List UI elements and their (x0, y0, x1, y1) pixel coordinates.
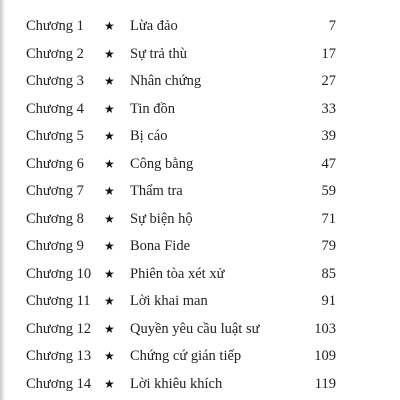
page-number: 33 (321, 100, 336, 117)
chapter-title: Sự biện hộ (130, 210, 193, 227)
chapter-title: Nhân chứng (130, 73, 202, 89)
star-icon: ★ (104, 74, 115, 88)
chapter-title: Lời khiêu khích (130, 375, 223, 392)
chapter-title: Lời khai man (130, 293, 208, 309)
chapter-label: Chương 13 (26, 348, 92, 364)
chapter-title: Tin đồn (130, 100, 176, 117)
chapter-label: Chương 1 (26, 18, 84, 34)
toc-entry-8 (0, 206, 400, 234)
page-number: 91 (321, 293, 336, 309)
toc-entry-13 (0, 343, 400, 371)
page-number: 27 (321, 73, 336, 89)
star-icon: ★ (104, 294, 115, 308)
toc-entry-11 (0, 288, 400, 316)
toc-entry-3 (0, 68, 400, 96)
chapter-label: Chương 6 (26, 155, 84, 172)
chapter-title: Công bằng (130, 155, 194, 172)
chapter-title: Thẩm tra (130, 183, 183, 199)
chapter-label: Chương 3 (26, 73, 84, 89)
page-number: 103 (314, 320, 336, 337)
page-number: 7 (328, 18, 336, 34)
chapter-label: Chương 2 (26, 45, 84, 62)
page-number: 85 (321, 265, 336, 282)
chapter-label: Chương 5 (26, 128, 84, 144)
chapter-title: Chứng cứ gián tiếp (130, 348, 242, 364)
chapter-title: Sự trả thù (130, 45, 187, 62)
star-icon: ★ (104, 266, 115, 281)
star-icon: ★ (104, 184, 115, 198)
page-number: 17 (321, 45, 336, 62)
chapter-label: Chương 8 (26, 210, 84, 227)
chapter-title: Quyền yêu cầu luật sư (130, 320, 260, 337)
toc-entry-14 (0, 371, 400, 399)
page-number: 109 (314, 348, 336, 364)
page-number: 79 (321, 238, 336, 254)
toc-entry-7 (0, 178, 400, 206)
star-icon: ★ (104, 101, 115, 116)
chapter-title: Bona Fide (130, 238, 191, 254)
chapter-title: Bị cáo (130, 128, 168, 144)
star-icon: ★ (104, 321, 115, 336)
chapter-label: Chương 7 (26, 183, 84, 199)
star-icon: ★ (104, 211, 115, 226)
chapter-title: Phiên tòa xét xử (130, 265, 225, 282)
page-number: 71 (321, 210, 336, 227)
chapter-label: Chương 11 (26, 293, 91, 309)
table-of-contents (0, 13, 400, 398)
chapter-label: Chương 14 (26, 375, 92, 392)
chapter-label: Chương 9 (26, 238, 84, 254)
star-icon: ★ (104, 129, 115, 143)
star-icon: ★ (104, 349, 115, 363)
star-icon: ★ (104, 46, 115, 61)
toc-entry-10 (0, 261, 400, 289)
chapter-label: Chương 10 (26, 265, 92, 282)
star-icon: ★ (104, 19, 115, 33)
star-icon: ★ (104, 376, 115, 391)
chapter-title: Lừa đảo (130, 18, 178, 34)
toc-entry-1 (0, 13, 400, 41)
toc-entry-2 (0, 41, 400, 69)
page-number: 39 (321, 128, 336, 144)
star-icon: ★ (104, 239, 115, 253)
toc-entry-5 (0, 123, 400, 151)
page-number: 59 (321, 183, 336, 199)
toc-entry-4 (0, 96, 400, 124)
toc-entry-6 (0, 151, 400, 179)
chapter-label: Chương 12 (26, 320, 92, 337)
chapter-label: Chương 4 (26, 100, 84, 117)
toc-entry-12 (0, 316, 400, 344)
toc-entry-9 (0, 233, 400, 261)
star-icon: ★ (104, 156, 115, 171)
page-number: 119 (314, 375, 336, 392)
page-number: 47 (321, 155, 336, 172)
